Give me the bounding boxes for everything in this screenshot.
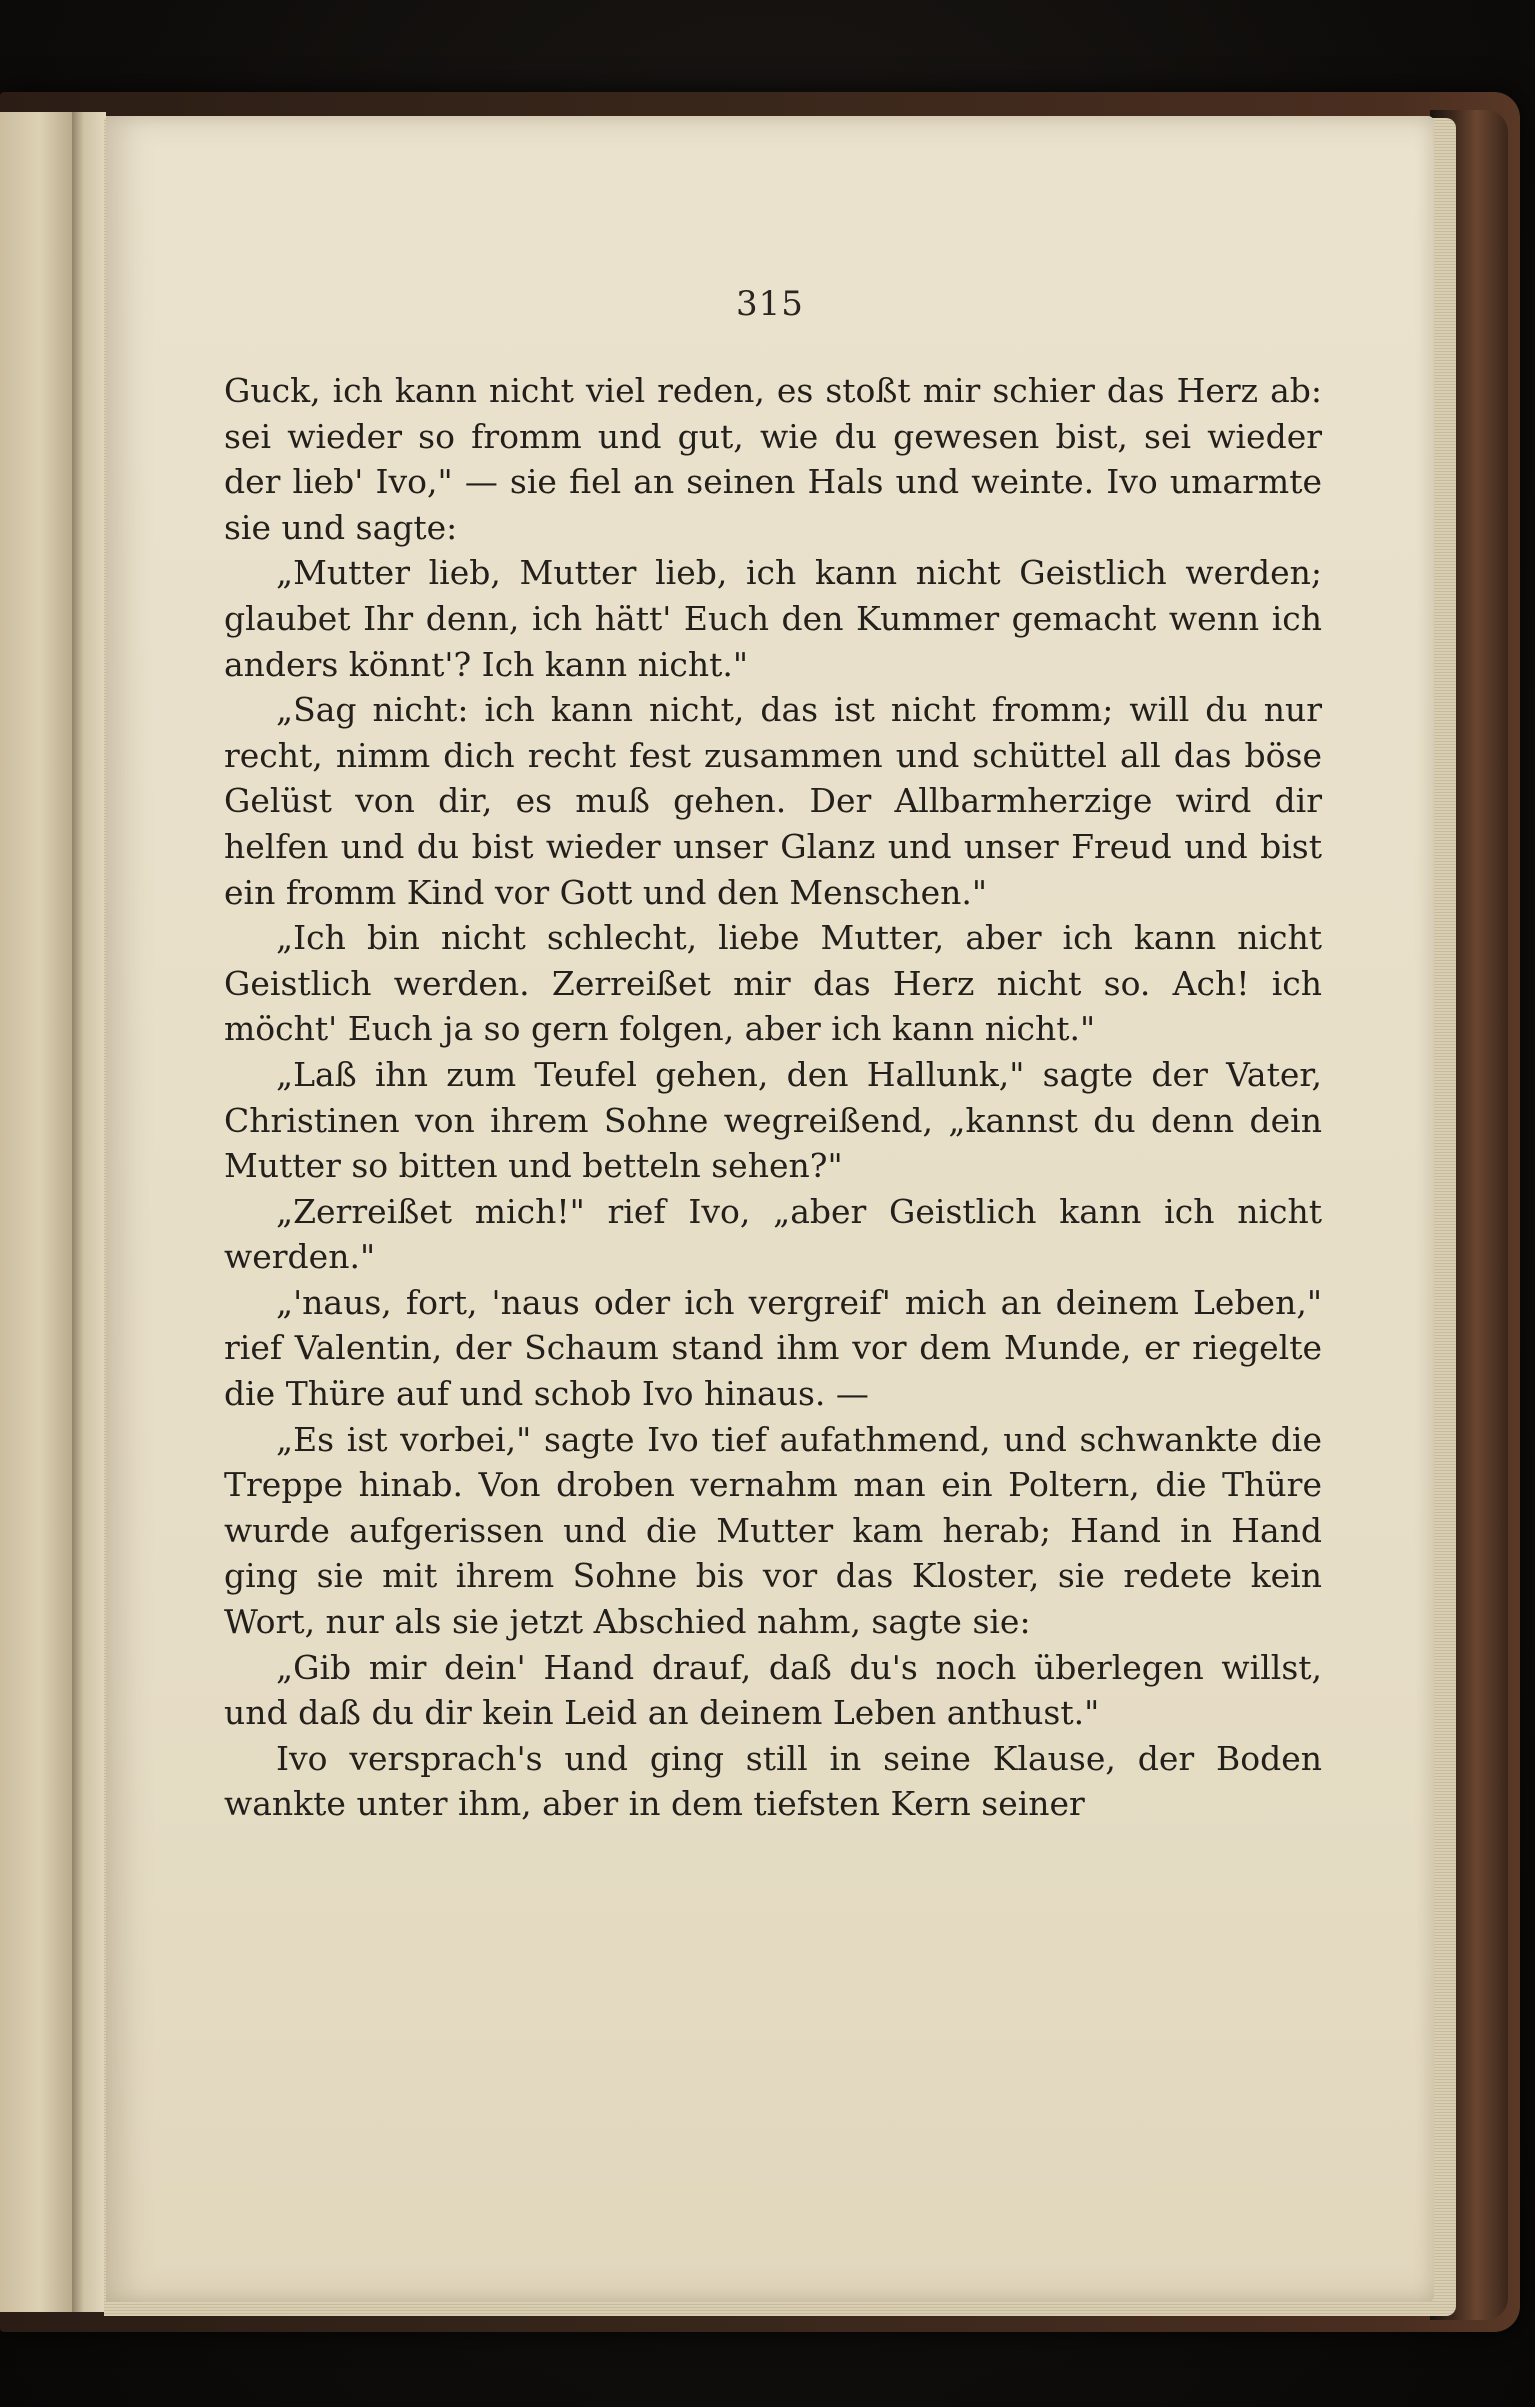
paragraph: „Ich bin nicht schlecht, liebe Mutter, aber ich kann nicht Geistlich werden. Zerreißet mir das Herz nicht so. Ach! ich möcht' Euch ja so gern folgen, aber ich kann nicht." (224, 918, 1322, 1049)
paragraph: „Zerreißet mich!" rief Ivo, „aber Geistlich kann ich nicht werden." (224, 1191, 1322, 1277)
book-page (106, 116, 1434, 2302)
paragraph: „'naus, fort, 'naus oder ich vergreif' mich an deinem Leben," rief Valentin, der Schaum stand ihm vor dem Munde, er riegelte die Thüre auf und schob Ivo hinaus. — (224, 1282, 1322, 1414)
paragraph: „Sag nicht: ich kann nicht, das ist nicht fromm; will du nur recht, nimm dich recht fest zusammen und schüttel all das böse Gelüst von dir, es muß gehen. Der Allbarmherzige wird dir helfen und du bist wieder unser Glanz und unser Freud und bist ein fromm Kind vor Gott und den Menschen." (224, 690, 1322, 912)
book-gutter (72, 112, 106, 2312)
page-number: 315 (736, 284, 804, 324)
page-text (224, 368, 1322, 1827)
paragraph: Guck, ich kann nicht viel reden, es stoßt mir schier das Herz ab: sei wieder so fromm und gut, wie du gewesen bist, sei wieder der lieb' Ivo," — sie fiel an seinen Hals und weinte. Ivo umarmte sie und sagte: (224, 371, 1322, 547)
left-facing-page (0, 112, 74, 2312)
paragraph: Ivo versprach's und ging still in seine Klause, der Boden wankte unter ihm, aber in dem tiefsten Kern seiner (224, 1738, 1322, 1824)
paragraph: „Es ist vorbei," sagte Ivo tief aufathmend, und schwankte die Treppe hinab. Von droben vernahm man ein Poltern, die Thüre wurde aufgerissen und die Mutter kam herab; Hand in Hand ging sie mit ihrem Sohne bis vor das Kloster, sie redete kein Wort, nur als sie jetzt Abschied nahm, sagte sie: (224, 1419, 1322, 1642)
paragraph: „Gib mir dein' Hand drauf, daß du's noch überlegen willst, und daß du dir kein Leid an deinem Leben anthust." (224, 1647, 1322, 1733)
paragraph: „Mutter lieb, Mutter lieb, ich kann nicht Geistlich werden; glaubet Ihr denn, ich hätt' Euch den Kummer gemacht wenn ich anders könnt'? Ich kann nicht." (224, 553, 1322, 684)
paragraph: „Laß ihn zum Teufel gehen, den Hallunk," sagte der Vater, Christinen von ihrem Sohne wegreißend, „kannst du denn dein Mutter so bitten und betteln sehen?" (224, 1054, 1322, 1186)
